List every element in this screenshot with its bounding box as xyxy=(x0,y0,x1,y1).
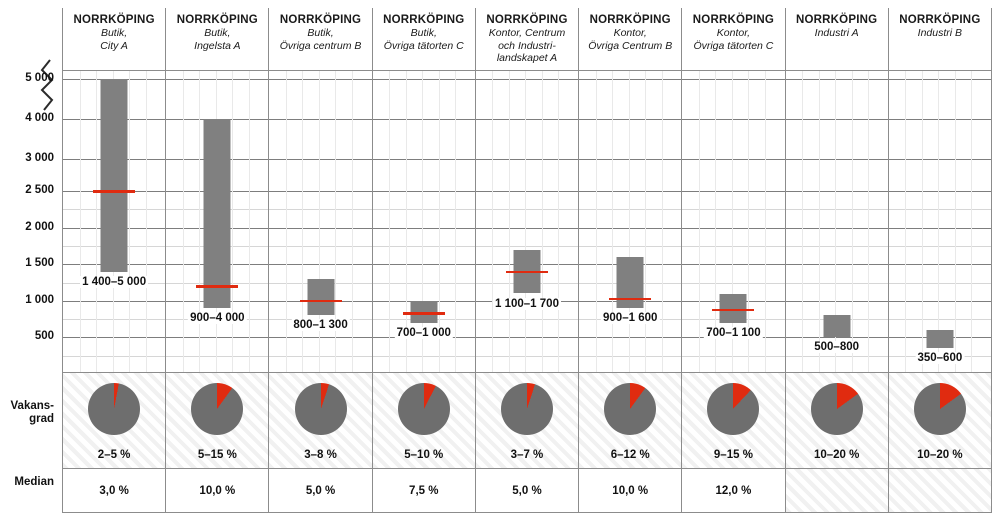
texture-line xyxy=(492,71,493,372)
column-header-2 xyxy=(165,8,268,70)
median-value: 5,0 % xyxy=(512,484,542,497)
header-segment-line2: Övriga centrum B xyxy=(279,39,362,52)
vacancy-cell-6 xyxy=(578,373,681,468)
header-segment-line1: Butik, xyxy=(410,26,437,39)
median-row-title: Median xyxy=(14,476,54,488)
y-axis xyxy=(0,0,62,521)
median-value: 10,0 % xyxy=(612,484,649,497)
texture-line xyxy=(802,71,803,372)
header-city: NORRKÖPING xyxy=(899,14,981,26)
texture-line xyxy=(389,71,390,372)
range-label: 900–1 600 xyxy=(603,312,658,325)
vacancy-cell-7 xyxy=(681,373,784,468)
column-header-3 xyxy=(268,8,371,70)
texture-line xyxy=(852,71,853,372)
texture-line xyxy=(955,71,956,372)
y-tick-2000: 2 000 xyxy=(25,220,54,233)
median-marker xyxy=(609,298,651,301)
pie-chart xyxy=(88,383,140,435)
pie-chart xyxy=(501,383,553,435)
pie-slice-vacancy xyxy=(398,383,450,435)
column-header-4 xyxy=(372,8,475,70)
header-segment-line3: landskapet A xyxy=(496,52,558,65)
header-segment-line2: Övriga tätorten C xyxy=(693,39,774,52)
header-city: NORRKÖPING xyxy=(279,14,362,26)
header-segment-line2: Övriga Centrum B xyxy=(588,39,673,52)
pie-slice-vacancy xyxy=(295,383,347,435)
bar-column-4 xyxy=(372,71,475,372)
range-label: 1 100–1 700 xyxy=(495,297,559,310)
median-cell-2 xyxy=(165,469,268,512)
y-tick-4000: 4 000 xyxy=(25,112,54,124)
header-city: NORRKÖPING xyxy=(692,14,775,26)
pie-slice-vacancy xyxy=(914,383,966,435)
bar-column-1 xyxy=(62,71,165,372)
median-marker xyxy=(196,285,238,288)
range-label: 700–1 100 xyxy=(706,326,761,339)
pie-chart xyxy=(295,383,347,435)
texture-line xyxy=(558,71,559,372)
column-header-8 xyxy=(785,8,888,70)
texture-line xyxy=(80,71,81,372)
bar-column-6 xyxy=(578,71,681,372)
vacancy-label: 5–15 % xyxy=(197,449,237,461)
header-segment-line1: Butik, xyxy=(100,26,128,39)
header-city: NORRKÖPING xyxy=(176,14,258,26)
pie-slice-vacancy xyxy=(501,383,553,435)
vacancy-label: 5–10 % xyxy=(404,449,444,461)
texture-line xyxy=(765,71,766,372)
header-segment-line1: Kontor, Centrum xyxy=(488,26,566,39)
pie-slice-vacancy xyxy=(604,383,656,435)
texture-line xyxy=(455,71,456,372)
pie-chart xyxy=(707,383,759,435)
texture-line xyxy=(905,71,906,372)
vacancy-label: 9–15 % xyxy=(713,449,753,461)
median-cell-8 xyxy=(785,469,888,512)
range-bar xyxy=(926,330,953,348)
texture-line xyxy=(525,71,526,372)
range-label: 800–1 300 xyxy=(293,319,348,332)
median-value: 3,0 % xyxy=(99,484,129,497)
pie-chart xyxy=(191,383,243,435)
range-bar xyxy=(307,279,334,316)
y-tick-1500: 1 500 xyxy=(25,257,54,270)
pie-slice-vacancy xyxy=(707,383,759,435)
texture-line xyxy=(645,71,646,372)
header-segment-line2: City A xyxy=(100,39,128,52)
header-city: NORRKÖPING xyxy=(589,14,671,26)
pie-slice-vacancy xyxy=(811,383,863,435)
texture-line xyxy=(596,71,597,372)
median-cell-7 xyxy=(681,469,784,512)
texture-line xyxy=(232,71,233,372)
vacancy-cell-8 xyxy=(785,373,888,468)
column-header-5 xyxy=(475,8,578,70)
texture-line xyxy=(542,71,543,372)
plot-columns xyxy=(62,71,992,372)
vacancy-label: 6–12 % xyxy=(610,449,650,461)
header-segment-line2: Övriga tätorten C xyxy=(383,39,464,52)
pie-slice-vacancy xyxy=(191,383,243,435)
vacancy-cell-5 xyxy=(475,373,578,468)
vacancy-label: 10–20 % xyxy=(917,449,963,461)
vacancy-cell-2 xyxy=(165,373,268,468)
range-label: 350–600 xyxy=(917,352,963,365)
column-header-6 xyxy=(578,8,681,70)
texture-line xyxy=(352,71,353,372)
median-cell-1 xyxy=(62,469,165,512)
header-segment-line1: Industri A xyxy=(814,26,859,39)
vacancy-label: 2–5 % xyxy=(97,449,131,461)
header-segment-line1: Kontor, xyxy=(716,26,751,39)
hatch-background xyxy=(889,469,991,512)
y-tick-5000: 5 000 xyxy=(25,72,54,84)
vacancy-row-title: Vakans- grad xyxy=(10,400,54,426)
texture-line xyxy=(922,71,923,372)
median-cell-4 xyxy=(372,469,475,512)
texture-line xyxy=(509,71,510,372)
median-cell-6 xyxy=(578,469,681,512)
median-cell-9 xyxy=(888,469,992,512)
texture-line xyxy=(199,71,200,372)
texture-line xyxy=(662,71,663,372)
bar-column-8 xyxy=(785,71,888,372)
range-label: 1 400–5 000 xyxy=(82,275,147,288)
bar-column-2 xyxy=(165,71,268,372)
median-value: 10,0 % xyxy=(199,484,236,497)
texture-line xyxy=(938,71,939,372)
median-cell-3 xyxy=(268,469,371,512)
median-value: 7,5 % xyxy=(409,484,439,497)
chart-grid xyxy=(62,8,992,513)
plot-area xyxy=(62,70,992,373)
pie-slice-vacancy xyxy=(88,383,140,435)
texture-line xyxy=(129,71,130,372)
y-tick-2500: 2 500 xyxy=(25,184,54,196)
bar-column-3 xyxy=(268,71,371,372)
vacancy-label: 3–7 % xyxy=(510,449,544,461)
texture-line xyxy=(183,71,184,372)
vacancy-cell-3 xyxy=(268,373,371,468)
range-bar xyxy=(101,79,128,272)
texture-line xyxy=(286,71,287,372)
pie-chart xyxy=(398,383,450,435)
median-marker xyxy=(300,300,342,303)
median-value: 12,0 % xyxy=(715,484,752,497)
texture-line xyxy=(146,71,147,372)
header-segment-line1: Industri B xyxy=(917,26,963,39)
texture-line xyxy=(249,71,250,372)
column-header-7 xyxy=(681,8,784,70)
range-label: 700–1 000 xyxy=(396,326,451,339)
texture-line xyxy=(971,71,972,372)
column-header-9 xyxy=(888,8,992,70)
header-segment-line2: Ingelsta A xyxy=(194,39,241,52)
median-marker xyxy=(403,312,445,315)
y-tick-1000: 1 000 xyxy=(25,293,54,306)
vacancy-row xyxy=(62,373,992,469)
bar-column-5 xyxy=(475,71,578,372)
bar-column-9 xyxy=(888,71,992,372)
pie-chart xyxy=(914,383,966,435)
y-tick-3000: 3 000 xyxy=(25,152,54,164)
median-marker xyxy=(712,309,754,312)
median-marker xyxy=(506,271,548,274)
range-label: 500–800 xyxy=(814,341,860,354)
texture-line xyxy=(96,71,97,372)
hatch-background xyxy=(786,469,888,512)
header-segment-line2: och Industri- xyxy=(498,39,556,52)
pie-chart xyxy=(604,383,656,435)
range-bar xyxy=(823,315,850,337)
median-marker xyxy=(93,190,135,193)
median-cell-5 xyxy=(475,469,578,512)
median-value: 5,0 % xyxy=(305,484,336,497)
median-row xyxy=(62,469,992,513)
column-headers xyxy=(62,8,992,70)
range-bar xyxy=(204,119,231,308)
range-label: 900–4 000 xyxy=(190,312,245,325)
bar-column-7 xyxy=(681,71,784,372)
y-tick-500: 500 xyxy=(34,330,54,343)
header-segment-line1: Butik, xyxy=(307,26,334,39)
vacancy-label: 10–20 % xyxy=(813,449,860,461)
texture-line xyxy=(819,71,820,372)
header-city: NORRKÖPING xyxy=(486,14,568,26)
column-header-1 xyxy=(62,8,165,70)
range-bar xyxy=(617,257,644,308)
vacancy-cell-1 xyxy=(62,373,165,468)
vacancy-cell-4 xyxy=(372,373,475,468)
header-segment-line1: Kontor, xyxy=(613,26,647,39)
vacancy-label: 3–8 % xyxy=(304,449,337,461)
texture-line xyxy=(629,71,630,372)
texture-line xyxy=(612,71,613,372)
axis-break-icon xyxy=(36,58,60,112)
texture-line xyxy=(699,71,700,372)
header-city: NORRKÖPING xyxy=(796,14,878,26)
texture-line xyxy=(868,71,869,372)
header-city: NORRKÖPING xyxy=(383,14,465,26)
header-city: NORRKÖPING xyxy=(73,14,155,26)
pie-chart xyxy=(811,383,863,435)
vacancy-cell-9 xyxy=(888,373,992,468)
header-segment-line1: Butik, xyxy=(204,26,231,39)
